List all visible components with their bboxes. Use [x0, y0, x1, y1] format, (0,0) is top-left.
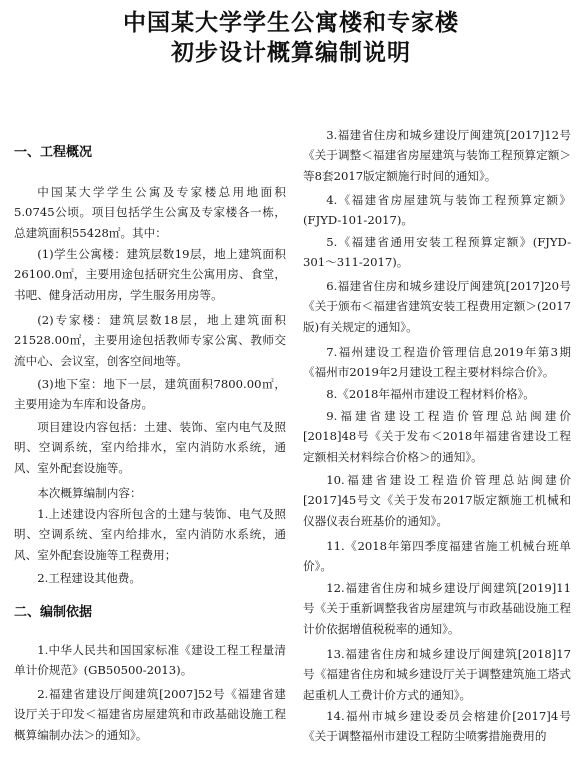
- section-heading-basis: 二、编制依据: [14, 605, 93, 620]
- basis-item: 3.福建省住房和城乡建设厅闽建筑[2017]12号《关于调整＜福建省房屋建筑与装饰工程预算定额＞等8套2017版定额施行时间的通知》。: [303, 128, 571, 183]
- basis-item: 11.《2018年第四季度福建省施工机械台班单价》。: [303, 539, 571, 574]
- basis-item: 1.中华人民共和国国家标准《建设工程工程量清单计价规范》(GB50500-2013)。: [14, 643, 286, 678]
- basis-item: 8.《2018年福州市建设工程材料价格》。: [326, 387, 535, 401]
- basis-item: 6.福建省住房和城乡建设厅闽建筑[2017]20号《关于颁布＜福建省建筑安装工程费用定额＞(2017版)有关规定的通知》。: [303, 279, 571, 334]
- document-title: [0, 8, 582, 68]
- basis-item: 10.福建省建设工程造价管理总站闽建价[2017]45号文《关于发布2017版定额施工机械和仪器仪表台班基价的通知》。: [303, 473, 571, 528]
- title-line-1: 中国某大学学生公寓楼和专家楼: [123, 10, 459, 36]
- overview-paragraph: 项目建设内容包括：土建、装饰、室内电气及照明、空调系统，室内给排水，室内消防水系统，通风、室外配套设施等。: [14, 420, 286, 475]
- basis-item: 7.福州建设工程造价管理信息2019年第3期《福州市2019年2月建设工程主要材料综合价》。: [303, 345, 571, 380]
- basis-item: 9.福建省建设工程造价管理总站闽建价[2018]48号《关于发布＜2018年福建省建设工程定额相关材料综合价格＞的通知》。: [303, 409, 571, 464]
- overview-paragraph: (2)专家楼：建筑层数18层，地上建筑面积21528.00㎡，主要用途包括教师专家公寓、教师交流中心、会议室，创客空间地等。: [14, 313, 286, 368]
- basis-item: 5.《福建省通用安装工程预算定额》(FJYD-301～311-2017)。: [303, 235, 571, 270]
- basis-item: 2.福建省建设厅闽建筑[2007]52号《福建省建设厅关于印发＜福建省房屋建筑和市政基础设施工程概算编制办法＞的通知》。: [14, 687, 286, 742]
- basis-item: 4.《福建省房屋建筑与装饰工程预算定额》(FJYD-101-2017)。: [303, 193, 571, 228]
- overview-paragraph: (3)地下室：地下一层，建筑面积7800.00㎡，主要用途为车库和设备房。: [14, 377, 286, 412]
- overview-paragraph: 本次概算编制内容：: [37, 486, 142, 500]
- overview-paragraph: (1)学生公寓楼：建筑层数19层，地上建筑面积26100.0㎡，主要用途包括研究生公寓用房、食堂，书吧、健身活动用房，学生服务用房等。: [14, 247, 286, 302]
- section-heading-overview: 一、工程概况: [14, 145, 93, 160]
- overview-paragraph: 2.工程建设其他费。: [37, 571, 141, 585]
- basis-item: 13.福建省住房和城乡建设厅闽建筑[2018]17号《福建省住房和城乡建设厅关于调整建筑施工塔式起重机人工费计价方式的通知》。: [303, 647, 571, 702]
- basis-item: 12.福建省住房和城乡建设厅闽建筑[2019]11号《关于重新调整我省房屋建筑与市政基础设施工程计价依据增值税税率的通知》。: [303, 581, 571, 636]
- basis-item: 14.福州市城乡建设委员会榕建价[2017]4号《关于调整福州市建设工程防尘喷雾措施费用的: [303, 709, 571, 744]
- overview-paragraph: 1.上述建设内容所包含的土建与装饰、电气及照明、空调系统、室内给排水，室内消防水系统，通风、室外配套设施等工程费用；: [14, 507, 286, 562]
- title-line-2: 初步设计概算编制说明: [171, 40, 411, 66]
- overview-paragraph: 中国某大学学生公寓及专家楼总用地面积5.0745公顷。项目包括学生公寓及专家楼各一栋，总建筑面积55428㎡。其中：: [14, 185, 286, 240]
